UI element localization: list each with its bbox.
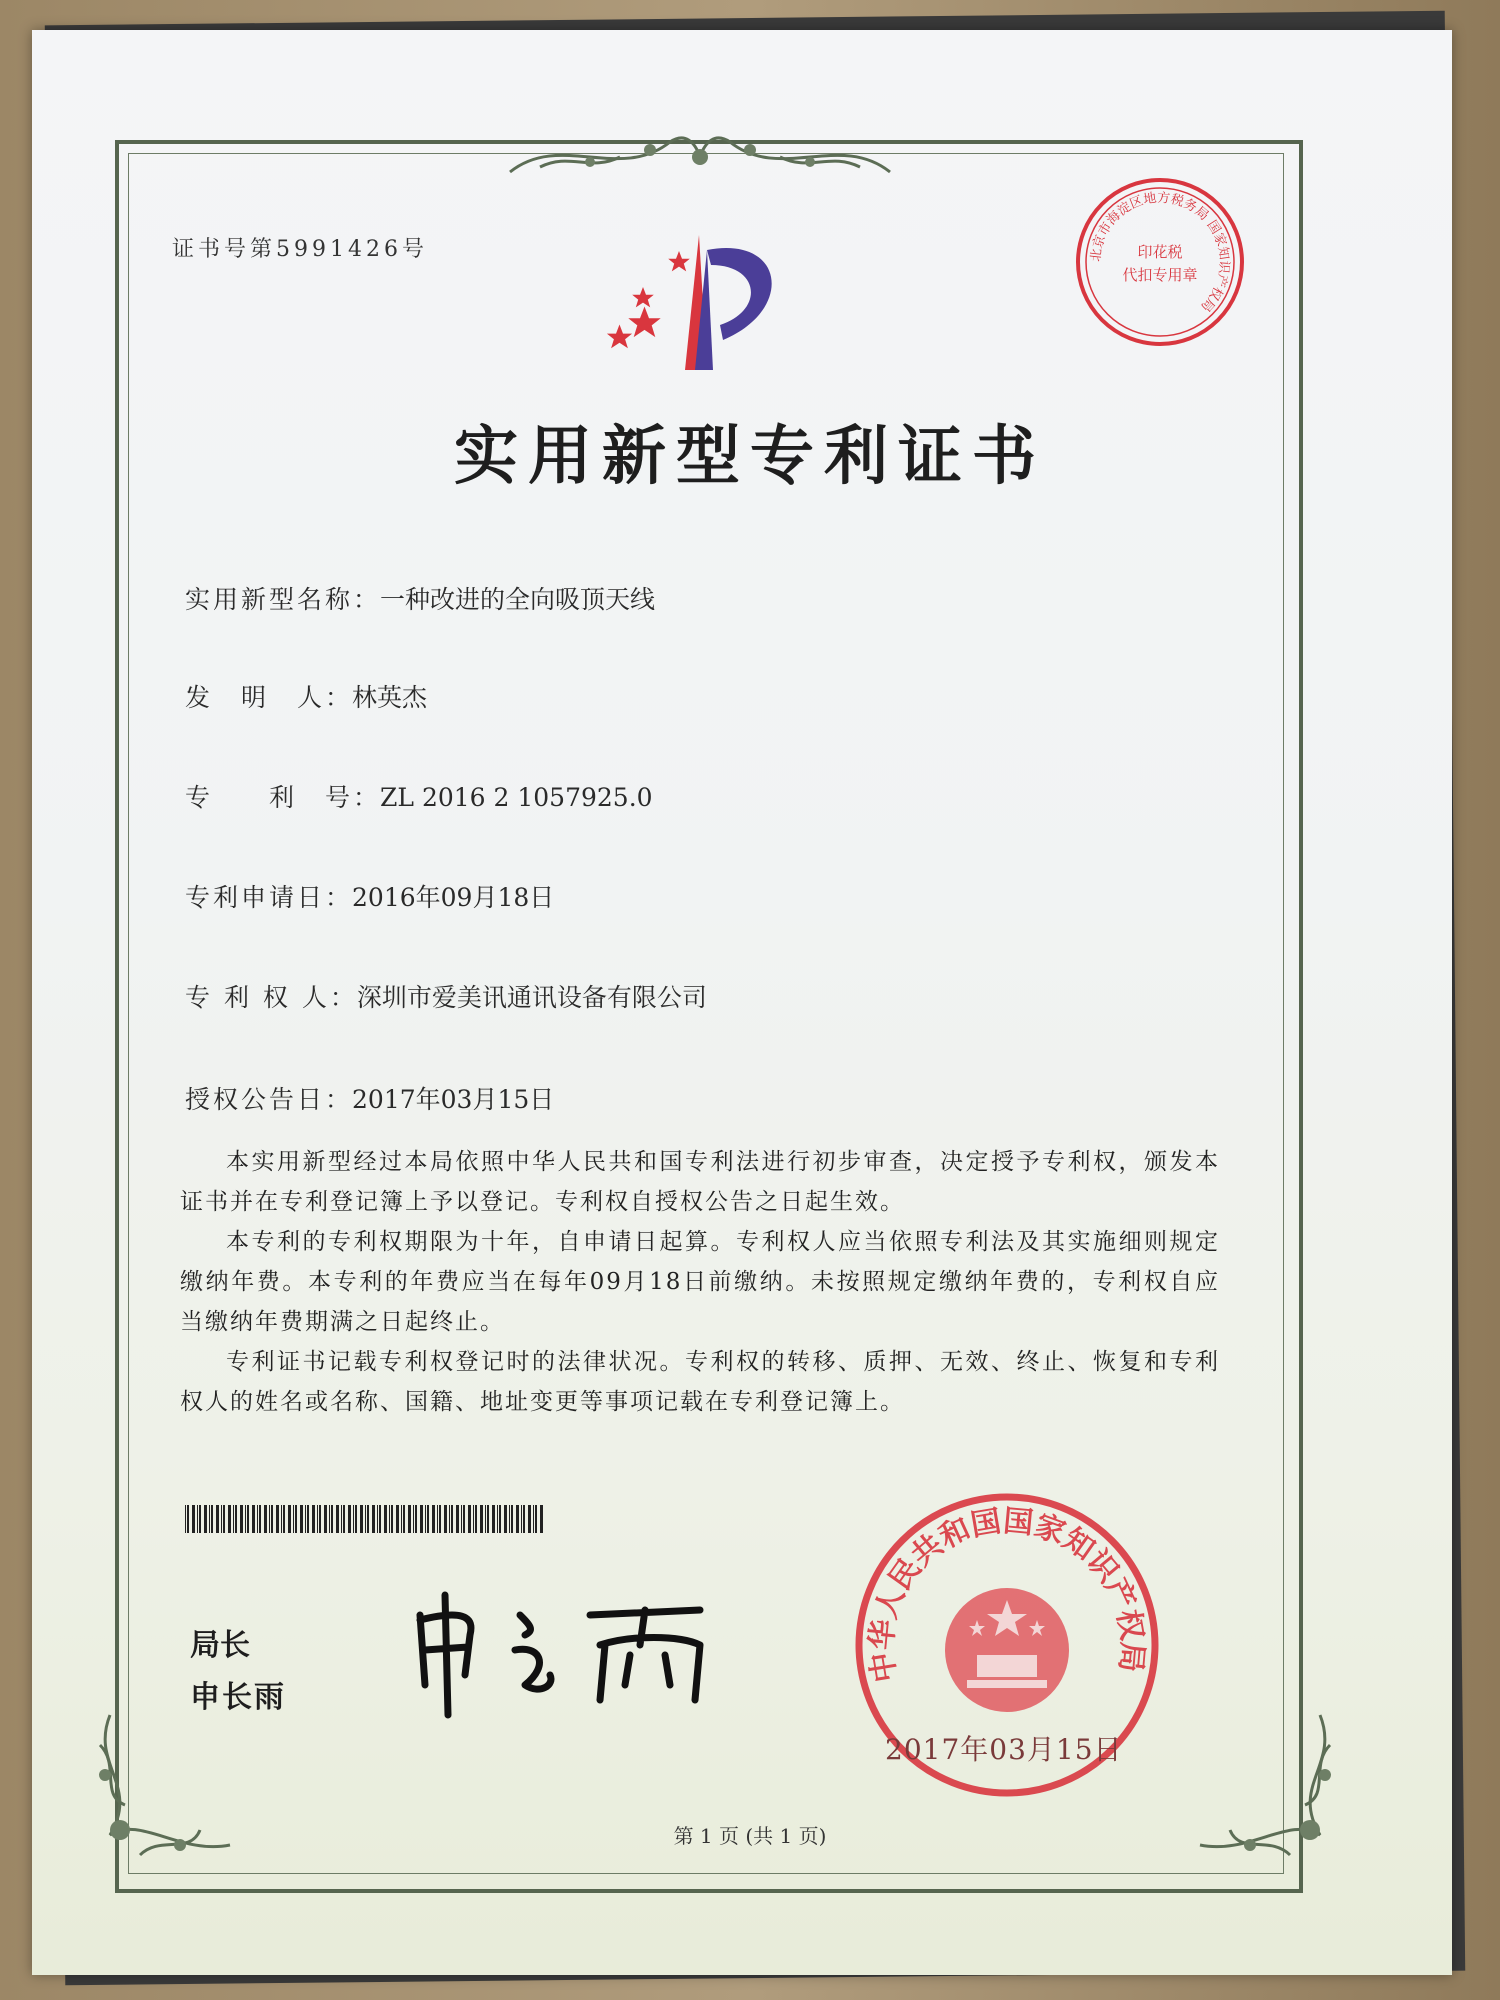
certificate-number: 证书号第5991426号 bbox=[172, 237, 428, 262]
barcode bbox=[185, 1505, 545, 1533]
field-label: 授权公告日 bbox=[185, 1085, 326, 1114]
field-value: 一种改进的全向吸顶天线 bbox=[380, 585, 656, 614]
field-label: 专 利 号 bbox=[185, 783, 354, 812]
top-ornament bbox=[500, 112, 900, 192]
field-label: 发 明 人 bbox=[185, 683, 326, 712]
field-value: 林英杰 bbox=[352, 683, 428, 712]
patent-office-logo bbox=[595, 230, 805, 380]
tax-stamp-line2: 代扣专用章 bbox=[1122, 266, 1198, 284]
field-label: 专 利 权 人 bbox=[185, 983, 330, 1012]
body-paragraph: 本专利的专利权期限为十年，自申请日起算。专利权人应当依照专利法及其实施细则规定缴纳年费。本专利的年费应当在每年09月18日前缴纳。未按照规定缴纳年费的，专利权自应当缴纳年费期满之日起终止。 bbox=[180, 1229, 1220, 1335]
director-title: 局长 bbox=[190, 1628, 250, 1663]
body-paragraph: 本实用新型经过本局依照中华人民共和国专利法进行初步审查，决定授予专利权，颁发本证书并在专利登记簿上予以登记。专利权自授权公告之日起生效。 bbox=[180, 1149, 1220, 1215]
field-value: 2017年03月15日 bbox=[352, 1085, 555, 1114]
director-name: 申长雨 bbox=[190, 1680, 286, 1715]
body-paragraph: 专利证书记载专利权登记时的法律状况。专利权的转移、质押、无效、终止、恢复和专利权人的姓名或名称、国籍、地址变更等事项记载在专利登记簿上。 bbox=[180, 1349, 1220, 1415]
field-value: 2016年09月18日 bbox=[352, 883, 555, 912]
tax-stamp-seal bbox=[1070, 172, 1250, 352]
field-value: 深圳市爱美讯通讯设备有限公司 bbox=[356, 983, 707, 1012]
seal-ring-text: 中华人民共和国国家知识产权局 bbox=[864, 1503, 1150, 1685]
seal-date: 2017年03月15日 bbox=[885, 1733, 1123, 1766]
certificate-body-text bbox=[180, 1142, 1220, 1422]
field-label: 专利申请日 bbox=[185, 883, 326, 912]
page-footer: 第 1 页 (共 1 页) bbox=[673, 1824, 827, 1848]
field-patentee: 专 利 权 人：深圳市爱美讯通讯设备有限公司 bbox=[185, 983, 707, 1012]
field-application-date: 专利申请日：2016年09月18日 bbox=[185, 883, 555, 912]
field-patent-number: 专 利 号：ZL 2016 2 1057925.0 bbox=[185, 783, 653, 812]
director-signature bbox=[400, 1575, 730, 1725]
field-value: ZL 2016 2 1057925.0 bbox=[380, 783, 653, 812]
field-announcement-date: 授权公告日：2017年03月15日 bbox=[185, 1085, 555, 1114]
field-utility-model-name: 实用新型名称：一种改进的全向吸顶天线 bbox=[185, 585, 656, 614]
corner-ornament-bottom-left bbox=[80, 1705, 250, 1875]
tax-stamp-ring-text: 北京市海淀区地方税务局 国家知识产权局 bbox=[1088, 190, 1232, 315]
certificate-title: 实用新型专利证书 bbox=[454, 419, 1046, 494]
corner-ornament-bottom-right bbox=[1180, 1705, 1350, 1875]
field-label: 实用新型名称 bbox=[185, 585, 354, 614]
tax-stamp-line1: 印花税 bbox=[1137, 243, 1183, 261]
field-inventor: 发 明 人：林英杰 bbox=[185, 683, 428, 712]
